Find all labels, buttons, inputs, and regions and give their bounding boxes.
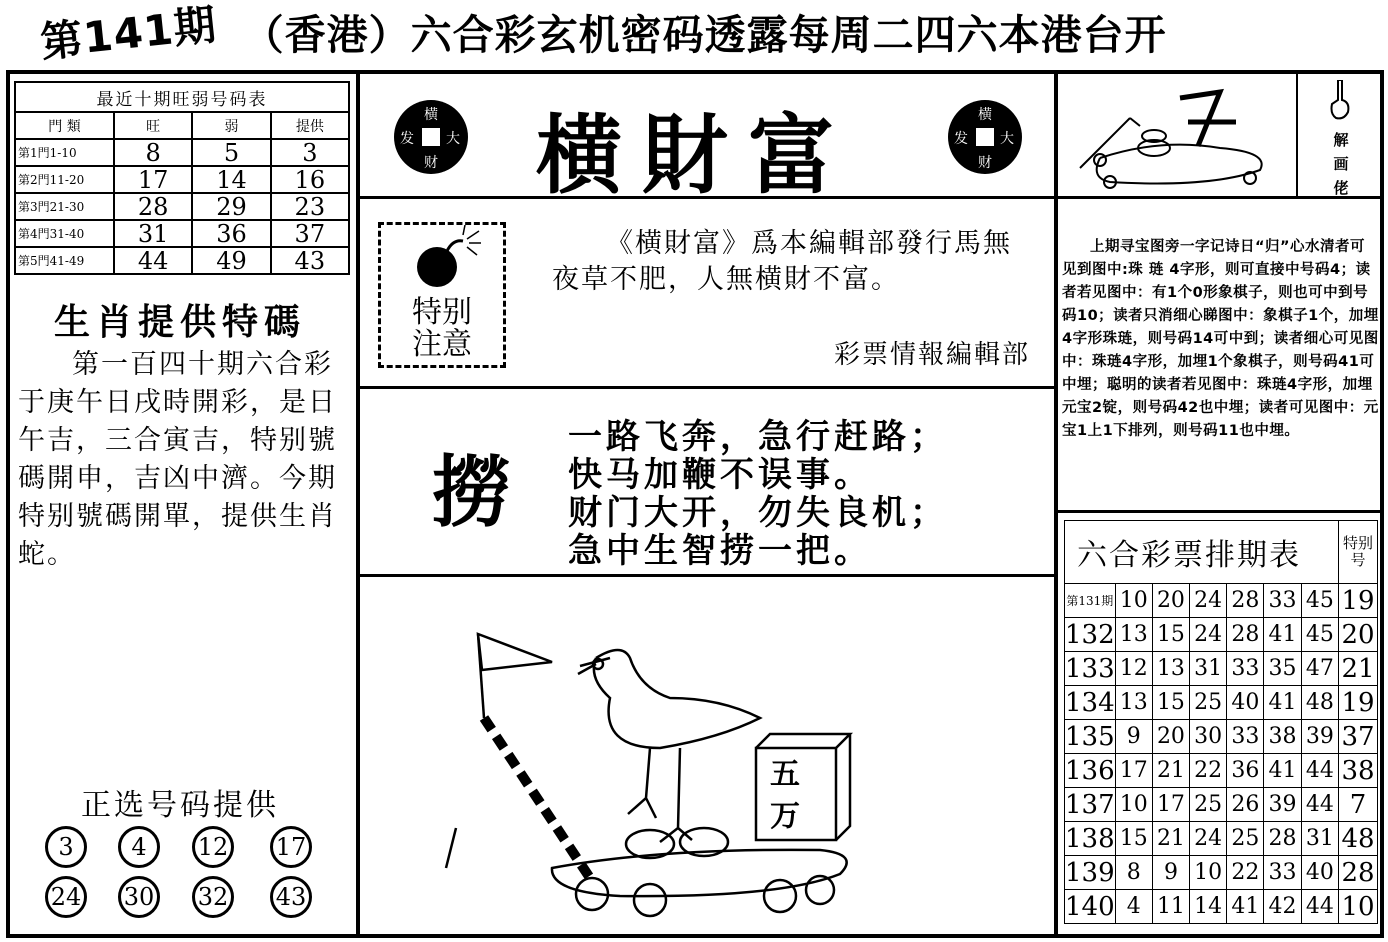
weak-cell: 14 [192, 166, 270, 193]
strength-table-caption: 最近十期旺弱号码表 [15, 82, 349, 112]
number-cell: 39 [1264, 788, 1301, 822]
number-cell: 48 [1301, 686, 1338, 720]
number-cell: 10 [1190, 856, 1227, 890]
provide-cell: 23 [271, 193, 349, 220]
special-header: 特别号 [1339, 521, 1378, 584]
number-cell: 14 [1190, 890, 1227, 924]
table-row [15, 220, 349, 247]
weak-cell: 36 [192, 220, 270, 247]
number-cell: 28 [1227, 618, 1264, 652]
special-cell: 28 [1339, 856, 1378, 890]
number-ball: 4 [118, 826, 160, 868]
number-ball: 32 [192, 876, 234, 918]
number-cell: 33 [1264, 584, 1301, 618]
right-divider [1054, 72, 1058, 936]
table-row [1065, 856, 1378, 890]
number-cell: 31 [1190, 652, 1227, 686]
number-cell: 25 [1190, 686, 1227, 720]
divider-schedule [1056, 510, 1384, 513]
number-cell: 31 [1301, 822, 1338, 856]
number-cell: 41 [1227, 890, 1264, 924]
number-cell: 24 [1190, 822, 1227, 856]
number-cell: 20 [1152, 720, 1189, 754]
pointing-hand-icon [1328, 80, 1352, 120]
poem-line: 一路飞奔，急行赶路； [568, 417, 948, 457]
notice-label-line1: 特别 [412, 295, 472, 330]
puzzle-side-label: 解 画 佬 [1333, 131, 1349, 197]
table-row [1065, 720, 1378, 754]
provide-cell: 37 [271, 220, 349, 247]
number-ball: 12 [192, 826, 234, 868]
page-header [0, 0, 1388, 68]
puzzle-illustration [1070, 78, 1292, 192]
strength-table [14, 81, 350, 275]
number-cell: 40 [1227, 686, 1264, 720]
number-cell: 26 [1227, 788, 1264, 822]
notice-label-line2: 注意 [412, 327, 472, 362]
table-row [15, 193, 349, 220]
number-cell: 10 [1115, 584, 1152, 618]
column-header: 門 類 [15, 112, 114, 139]
strong-cell: 17 [114, 166, 192, 193]
number-cell: 44 [1301, 788, 1338, 822]
number-cell: 25 [1227, 822, 1264, 856]
number-cell: 24 [1190, 618, 1227, 652]
number-ball: 3 [45, 826, 87, 868]
column-header: 弱 [192, 112, 270, 139]
number-cell: 12 [1115, 652, 1152, 686]
table-row [15, 247, 349, 274]
strong-cell: 8 [114, 139, 192, 166]
selection-title: 正选号码提供 [81, 788, 279, 823]
number-cell: 39 [1301, 720, 1338, 754]
box-label: 万 [770, 799, 800, 834]
weak-cell: 49 [192, 247, 270, 274]
special-cell: 20 [1339, 618, 1378, 652]
table-row [1065, 754, 1378, 788]
number-cell: 44 [1301, 754, 1338, 788]
number-cell: 17 [1115, 754, 1152, 788]
number-cell: 11 [1152, 890, 1189, 924]
number-cell: 10 [1115, 788, 1152, 822]
table-row [1065, 584, 1378, 618]
strong-cell: 44 [114, 247, 192, 274]
period-cell: 136 [1065, 755, 1115, 786]
number-cell: 21 [1152, 754, 1189, 788]
number-cell: 28 [1264, 822, 1301, 856]
number-ball: 17 [270, 826, 312, 868]
number-ball: 43 [270, 876, 312, 918]
period-cell: 133 [1065, 653, 1115, 684]
puzzle-inner-divider [1296, 72, 1298, 196]
number-cell: 17 [1152, 788, 1189, 822]
number-cell: 13 [1115, 686, 1152, 720]
number-cell: 28 [1227, 584, 1264, 618]
number-cell: 33 [1227, 652, 1264, 686]
number-ball: 24 [45, 876, 87, 918]
divider-poem [358, 574, 1056, 577]
period-cell: 134 [1065, 687, 1115, 718]
crane-cart-illustration [360, 578, 1054, 934]
group-cell: 第1門1-10 [15, 139, 114, 166]
period-cell: 135 [1065, 721, 1115, 752]
number-cell: 44 [1301, 890, 1338, 924]
special-cell: 7 [1339, 788, 1378, 822]
group-cell: 第4門31-40 [15, 220, 114, 247]
table-row [15, 139, 349, 166]
coin-icon-left: 横 发 大 财 [394, 100, 468, 174]
number-cell: 45 [1301, 618, 1338, 652]
period-cell: 138 [1065, 823, 1115, 854]
number-cell: 33 [1227, 720, 1264, 754]
number-cell: 9 [1152, 856, 1189, 890]
number-cell: 38 [1264, 720, 1301, 754]
poem-line: 财门大开，勿失良机； [568, 493, 948, 533]
notice-text: 《横財富》爲本編輯部發行馬無夜草不肥，人無横財不富。 [552, 228, 1012, 295]
special-cell: 38 [1339, 754, 1378, 788]
number-cell: 13 [1152, 652, 1189, 686]
number-cell: 22 [1227, 856, 1264, 890]
strong-cell: 28 [114, 193, 192, 220]
table-row [1065, 686, 1378, 720]
number-cell: 25 [1190, 788, 1227, 822]
table-row [1065, 890, 1378, 924]
table-row [1065, 652, 1378, 686]
zodiac-title: 生肖提供特碼 [53, 301, 306, 343]
column-header: 提供 [271, 112, 349, 139]
provide-cell: 43 [271, 247, 349, 274]
special-cell: 37 [1339, 720, 1378, 754]
period-cell: 139 [1065, 857, 1115, 888]
poem-line: 快马加鞭不误事。 [568, 455, 872, 495]
number-cell: 15 [1152, 686, 1189, 720]
number-cell: 40 [1301, 856, 1338, 890]
number-cell: 47 [1301, 652, 1338, 686]
number-cell: 24 [1190, 584, 1227, 618]
weak-cell: 5 [192, 139, 270, 166]
group-cell: 第5門41-49 [15, 247, 114, 274]
special-cell: 48 [1339, 822, 1378, 856]
table-row [15, 166, 349, 193]
period-cell: 140 [1065, 891, 1115, 922]
number-cell: 35 [1264, 652, 1301, 686]
table-row [1065, 618, 1378, 652]
coin-icon-right: 横 发 大 财 [948, 100, 1022, 174]
divider-notice [358, 386, 1056, 389]
special-cell: 19 [1339, 686, 1378, 720]
group-cell: 第3門21-30 [15, 193, 114, 220]
banner-title: 横財富 [536, 105, 854, 206]
number-cell: 41 [1264, 618, 1301, 652]
poem-lines [568, 418, 1048, 570]
number-cell: 15 [1152, 618, 1189, 652]
number-cell: 20 [1152, 584, 1189, 618]
number-cell: 41 [1264, 686, 1301, 720]
special-cell: 21 [1339, 652, 1378, 686]
schedule-table [1064, 520, 1378, 924]
issue-number: 第141期 [38, 0, 220, 68]
period-cell: 137 [1065, 789, 1115, 820]
group-cell: 第2門11-20 [15, 166, 114, 193]
notice-sign: 彩票情報編輯部 [833, 340, 1030, 370]
zodiac-body: 第一百四十期六合彩于庚午日戌時開彩，是日午吉，三合寅吉，特别號碼開申，吉凶中濟。今期特别號碼開單，提供生肖蛇。 [18, 349, 337, 570]
poem-line: 急中生智捞一把。 [568, 531, 872, 571]
weak-cell: 29 [192, 193, 270, 220]
period-cell: 第131期 [1065, 584, 1116, 618]
headline: （香港）六合彩玄机密码透露每周二四六本港台开 [242, 10, 1167, 59]
table-row [1065, 788, 1378, 822]
number-cell: 15 [1115, 822, 1152, 856]
number-cell: 9 [1115, 720, 1152, 754]
number-cell: 21 [1152, 822, 1189, 856]
number-cell: 4 [1115, 890, 1152, 924]
notice-label-box [378, 222, 506, 368]
number-cell: 36 [1227, 754, 1264, 788]
table-row [1065, 822, 1378, 856]
provide-cell: 3 [271, 139, 349, 166]
number-cell: 45 [1301, 584, 1338, 618]
special-cell: 19 [1339, 584, 1378, 618]
number-cell: 13 [1115, 618, 1152, 652]
strong-cell: 31 [114, 220, 192, 247]
column-header: 旺 [114, 112, 192, 139]
puzzle-hint: 上期寻宝图旁一字记诗日“归”心水清者可见到图中:珠 琏 4字形，则可直接中号码4；读者若见图中：有1个0形象棋子，则也可中到号码10；读者只消细心睇图中：象棋子1个，加埋4字形珠琏，则号码14可中到；读者细心可见图中：珠琏4字形，加埋1个象棋子，则号码41可中埋；聪明的读者若见图中：珠琏4字形，加埋元宝2锭，则号码42也中埋；读者可见图中：元宝1上1下排列，则号码11也中埋。 [1062, 239, 1379, 439]
number-ball: 30 [118, 876, 160, 918]
number-cell: 42 [1264, 890, 1301, 924]
bomb-icon [381, 225, 503, 301]
provide-cell: 16 [271, 166, 349, 193]
number-cell: 33 [1264, 856, 1301, 890]
number-cell: 30 [1190, 720, 1227, 754]
period-cell: 132 [1065, 619, 1115, 650]
schedule-title: 六合彩票排期表 [1065, 521, 1339, 584]
number-cell: 22 [1190, 754, 1227, 788]
poem-char: 撈 [432, 448, 511, 538]
box-label: 五 [770, 757, 800, 792]
number-cell: 8 [1115, 856, 1152, 890]
number-cell: 41 [1264, 754, 1301, 788]
special-cell: 10 [1339, 890, 1378, 924]
